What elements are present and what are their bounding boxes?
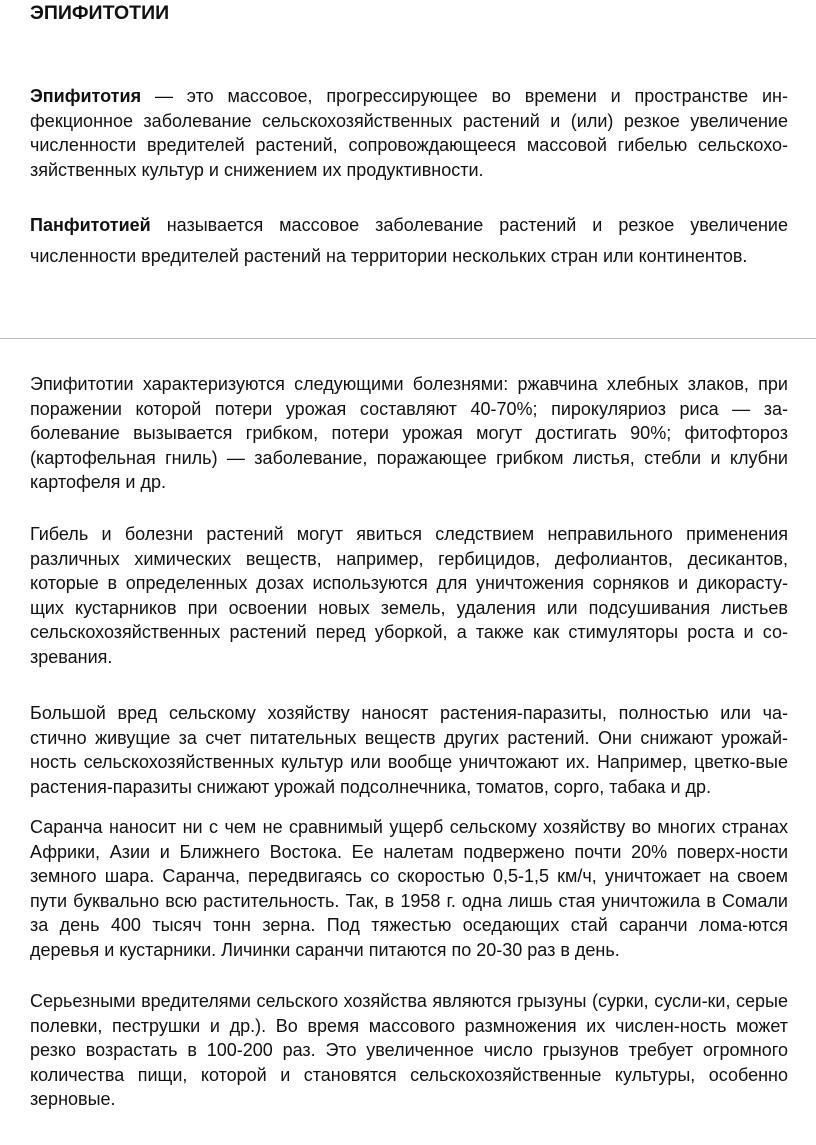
definition-text: — это массовое, прогрессирующее во времени и пространстве ин-фекционное заболевание сельскохозяйственных растений и (или) резкое увеличение численности вредителей растений, сопровождающееся массовой гибелью сельскохо-зяйственных культур и снижением их продуктивности. [30,86,788,180]
paragraph-diseases: Эпифитотии характеризуются следующими болезнями: ржавчина хлебных злаков, при поражении которой потери урожая составляют 40-70%; пирокуляриоз риса — за-болевание вызывается грибком, потери урожая могут достигать 90%; фитофтороз (картофельная гниль) — заболевание, поражающее грибком листья, стебли и клубни картофеля и др. [30,374,788,493]
paragraph-locusts: Саранча наносит ни с чем не сравнимый ущерб сельскому хозяйству во многих странах Африки, Азии и Ближнего Востока. Ее налетам подвержено почти 20% поверх-ности земного шара. Саранча, передвигаясь со скоростью 0,5-1,5 км/ч, уничтожает на своем пути буквально всю растительность. Так, в 1958 г. одна лишь стая уничтожила в Сомали за день 400 тысяч тонн зерна. Под тяжестью оседающих стай саранчи лома-ются деревья и кустарники. Личинки саранчи питаются по 20-30 раз в день. [30,817,788,960]
paragraph-epiphytotic-definition [30,84,788,182]
paragraph-parasitic-plants: Большой вред сельскому хозяйству наносят растения-паразиты, полностью или ча-стично живущие за счет питательных веществ других растений. Они снижают урожай-ность сельскохозяйственных культур или вообще уничтожают их. Например, цветко-вые растения-паразиты снижают урожай подсолнечника, томатов, сорго, табака и др. [30,703,788,797]
definition-text: называется массовое заболевание растений и резкое увеличение численности вредителей растений на территории нескольких стран или континентов. [30,215,788,266]
paragraph-chemicals: Гибель и болезни растений могут явиться следствием неправильного применения различных химических веществ, например, гербицидов, дефолиантов, десикантов, которые в определенных дозах используются для уничтожения сорняков и дикорасту-щих кустарников при освоении новых земель, удаления или подсушивания листьев сельскохозяйственных растений перед уборкой, а также как стимуляторы роста и со-зревания. [30,524,788,667]
horizontal-divider [0,338,816,339]
page-title: ЭПИФИТОТИИ [30,2,170,24]
paragraph-rodents: Серьезными вредителями сельского хозяйства являются грызуны (сурки, сусли-ки, серые полевки, пеструшки и др.). Во время массового размножения их числен-ность может резко возрастать в 100-200 раз. Это увеличенное число грызунов требует огромного количества пищи, которой и становятся сельскохозяйственные культуры, особенно зерновые. [30,991,788,1110]
term-panphytotic: Панфитотией [30,215,151,235]
paragraph-panphytotic-definition [30,210,788,272]
term-epiphytotic: Эпифитотия [30,86,142,106]
